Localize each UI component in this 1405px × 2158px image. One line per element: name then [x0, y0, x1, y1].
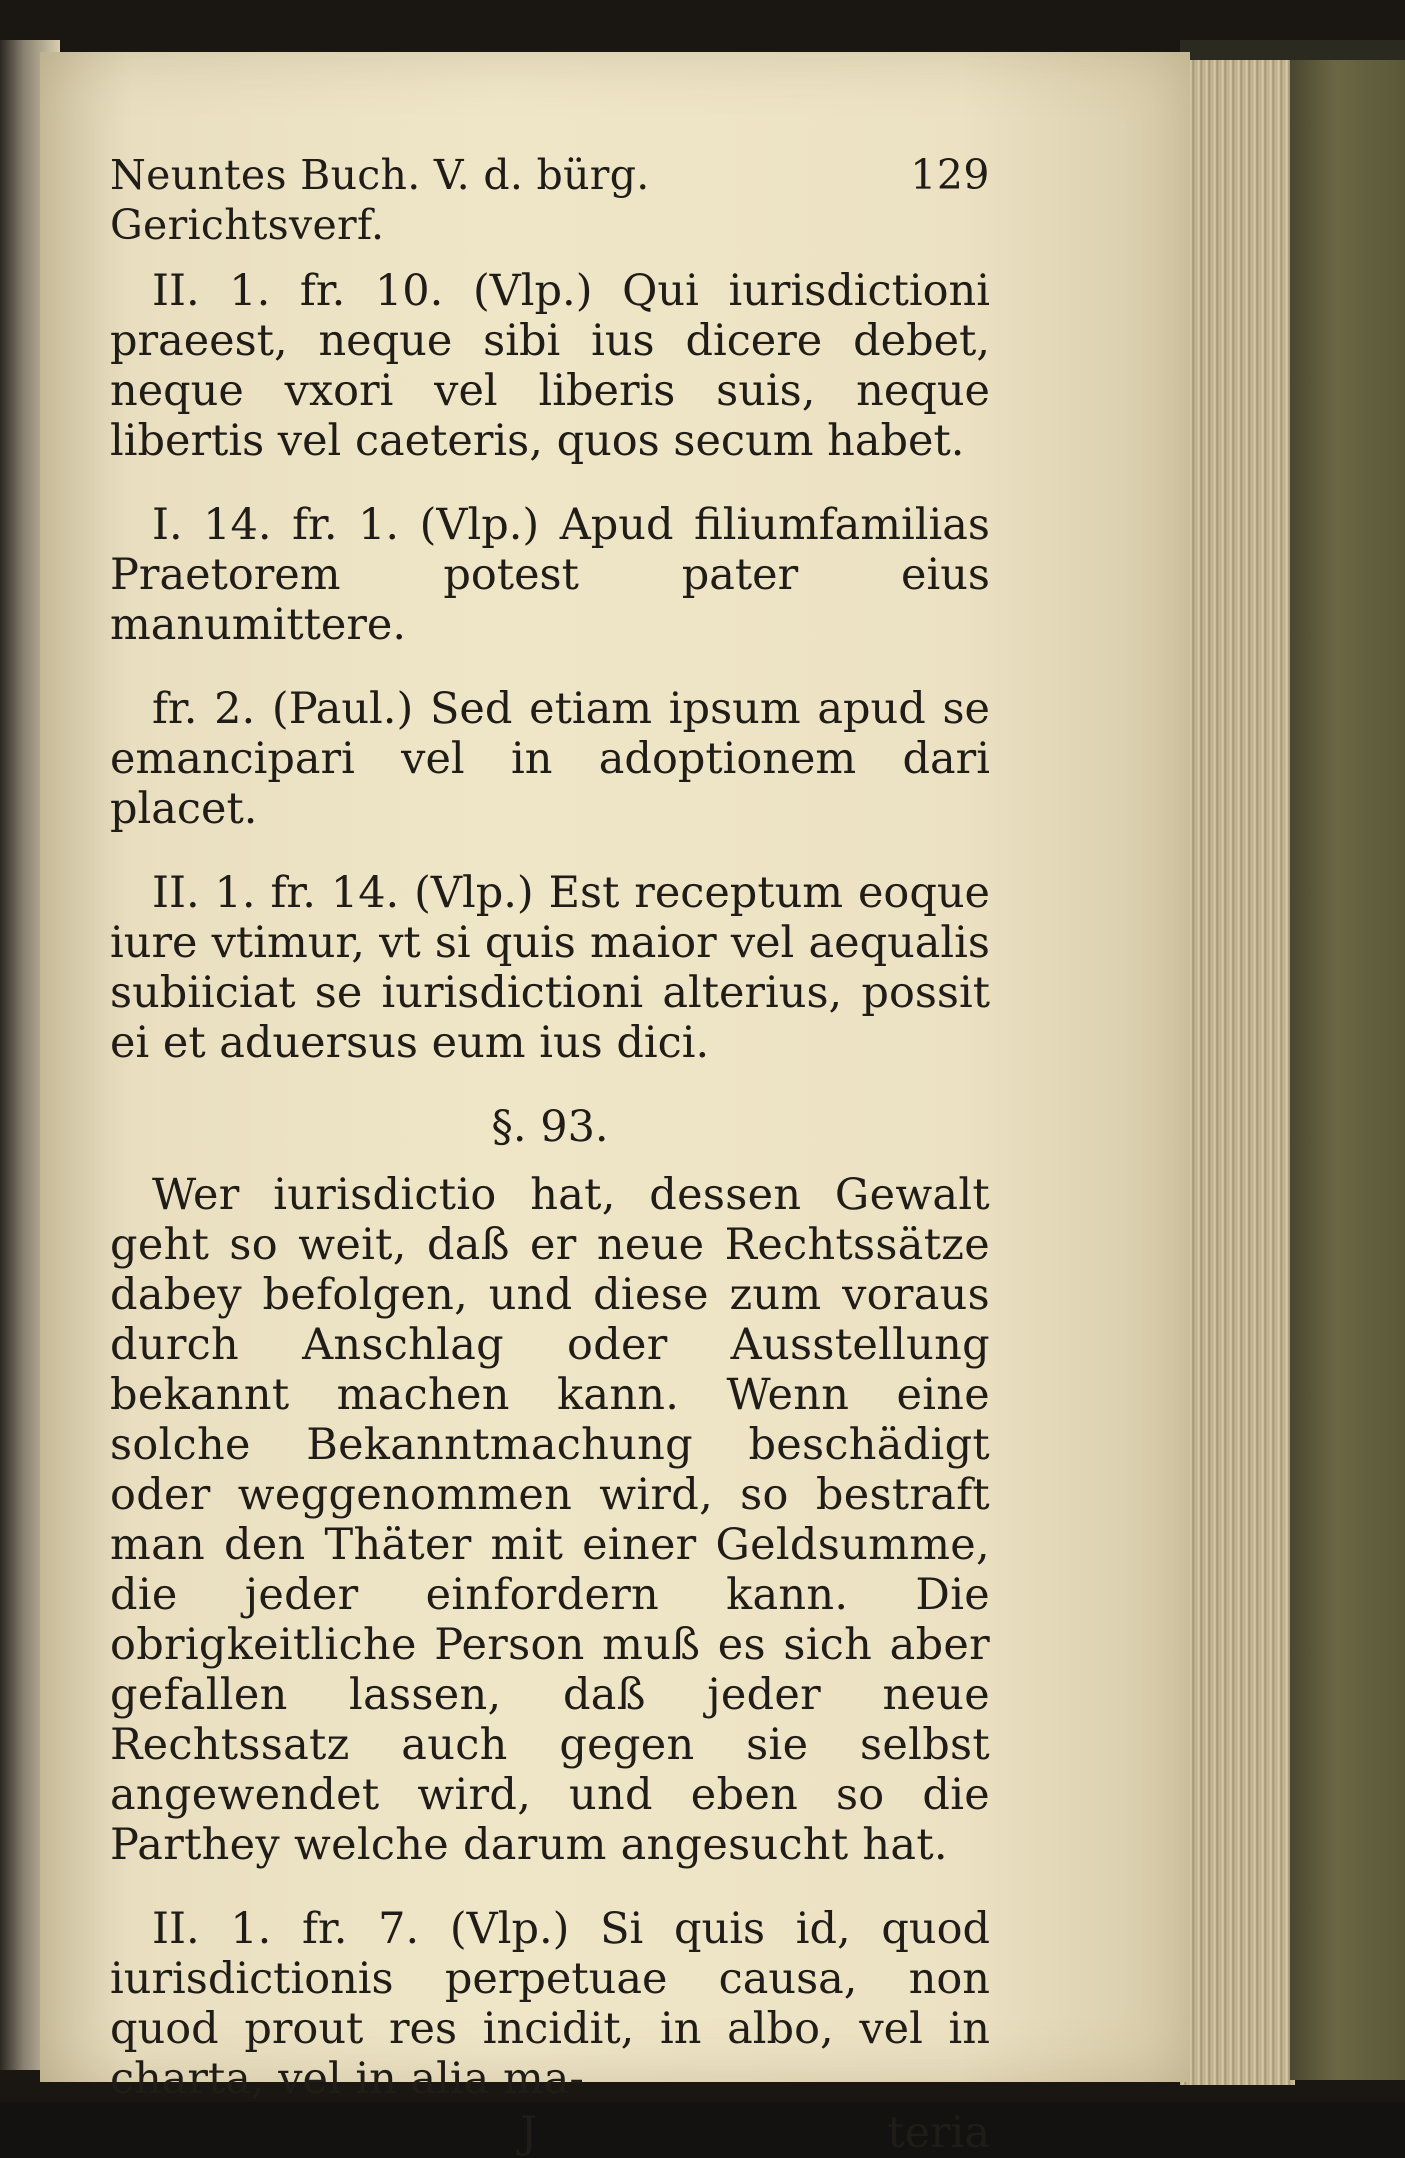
- catchword: teria: [887, 2108, 990, 2158]
- book-cover: [1290, 60, 1405, 2080]
- latin-paragraph-2: I. 14. fr. 1. (Vlp.) Apud filiumfamilias Praetorem potest pater eius manumittere.: [110, 500, 990, 650]
- page-text: [110, 150, 990, 2158]
- latin-paragraph-3: fr. 2. (Paul.) Sed etiam ipsum apud se emancipari vel in adoptionem dari placet.: [110, 684, 990, 834]
- section-heading: §. 93.: [491, 1102, 609, 1152]
- latin-paragraph-1: II. 1. fr. 10. (Vlp.) Qui iurisdictioni praeest, neque sibi ius dicere debet, neque vxori vel liberis suis, neque libertis vel caeteris, quos secum habet.: [110, 266, 990, 466]
- page-number: 129: [910, 151, 990, 199]
- page-footer: [110, 2108, 990, 2158]
- german-paragraph: Wer iurisdictio hat, dessen Gewalt geht so weit, daß er neue Rechtssätze dabey befolgen, und diese zum voraus durch Anschlag oder Ausstellung bekannt machen kann. Wenn eine solche Bekanntmachung beschädigt oder weggenommen wird, so bestraft man den Thäter mit einer Geldsumme, die jeder einfordern kann. Die obrigkeitliche Person muß es sich aber gefallen lassen, daß jeder neue Rechtssatz auch gegen sie selbst angewendet wird, und eben so die Parthey welche darum angesucht hat.: [110, 1170, 990, 1870]
- cover-top-edge: [1180, 40, 1405, 60]
- running-title: Neuntes Buch. V. d. bürg. Gerichtsverf.: [110, 151, 650, 249]
- page-block-edges: [1180, 50, 1295, 2085]
- latin-paragraph-5: II. 1. fr. 7. (Vlp.) Si quis id, quod iurisdictionis perpetuae causa, non quod prout res incidit, in albo, vel in charta, vel in alia ma-: [110, 1904, 990, 2104]
- latin-paragraph-4: II. 1. fr. 14. (Vlp.) Est receptum eoque iure vtimur, vt si quis maior vel aequalis subiiciat se iurisdictioni alterius, possit ei et aduersus eum ius dici.: [110, 868, 990, 1068]
- signature-mark: J: [520, 2108, 538, 2158]
- page-header: [110, 150, 990, 250]
